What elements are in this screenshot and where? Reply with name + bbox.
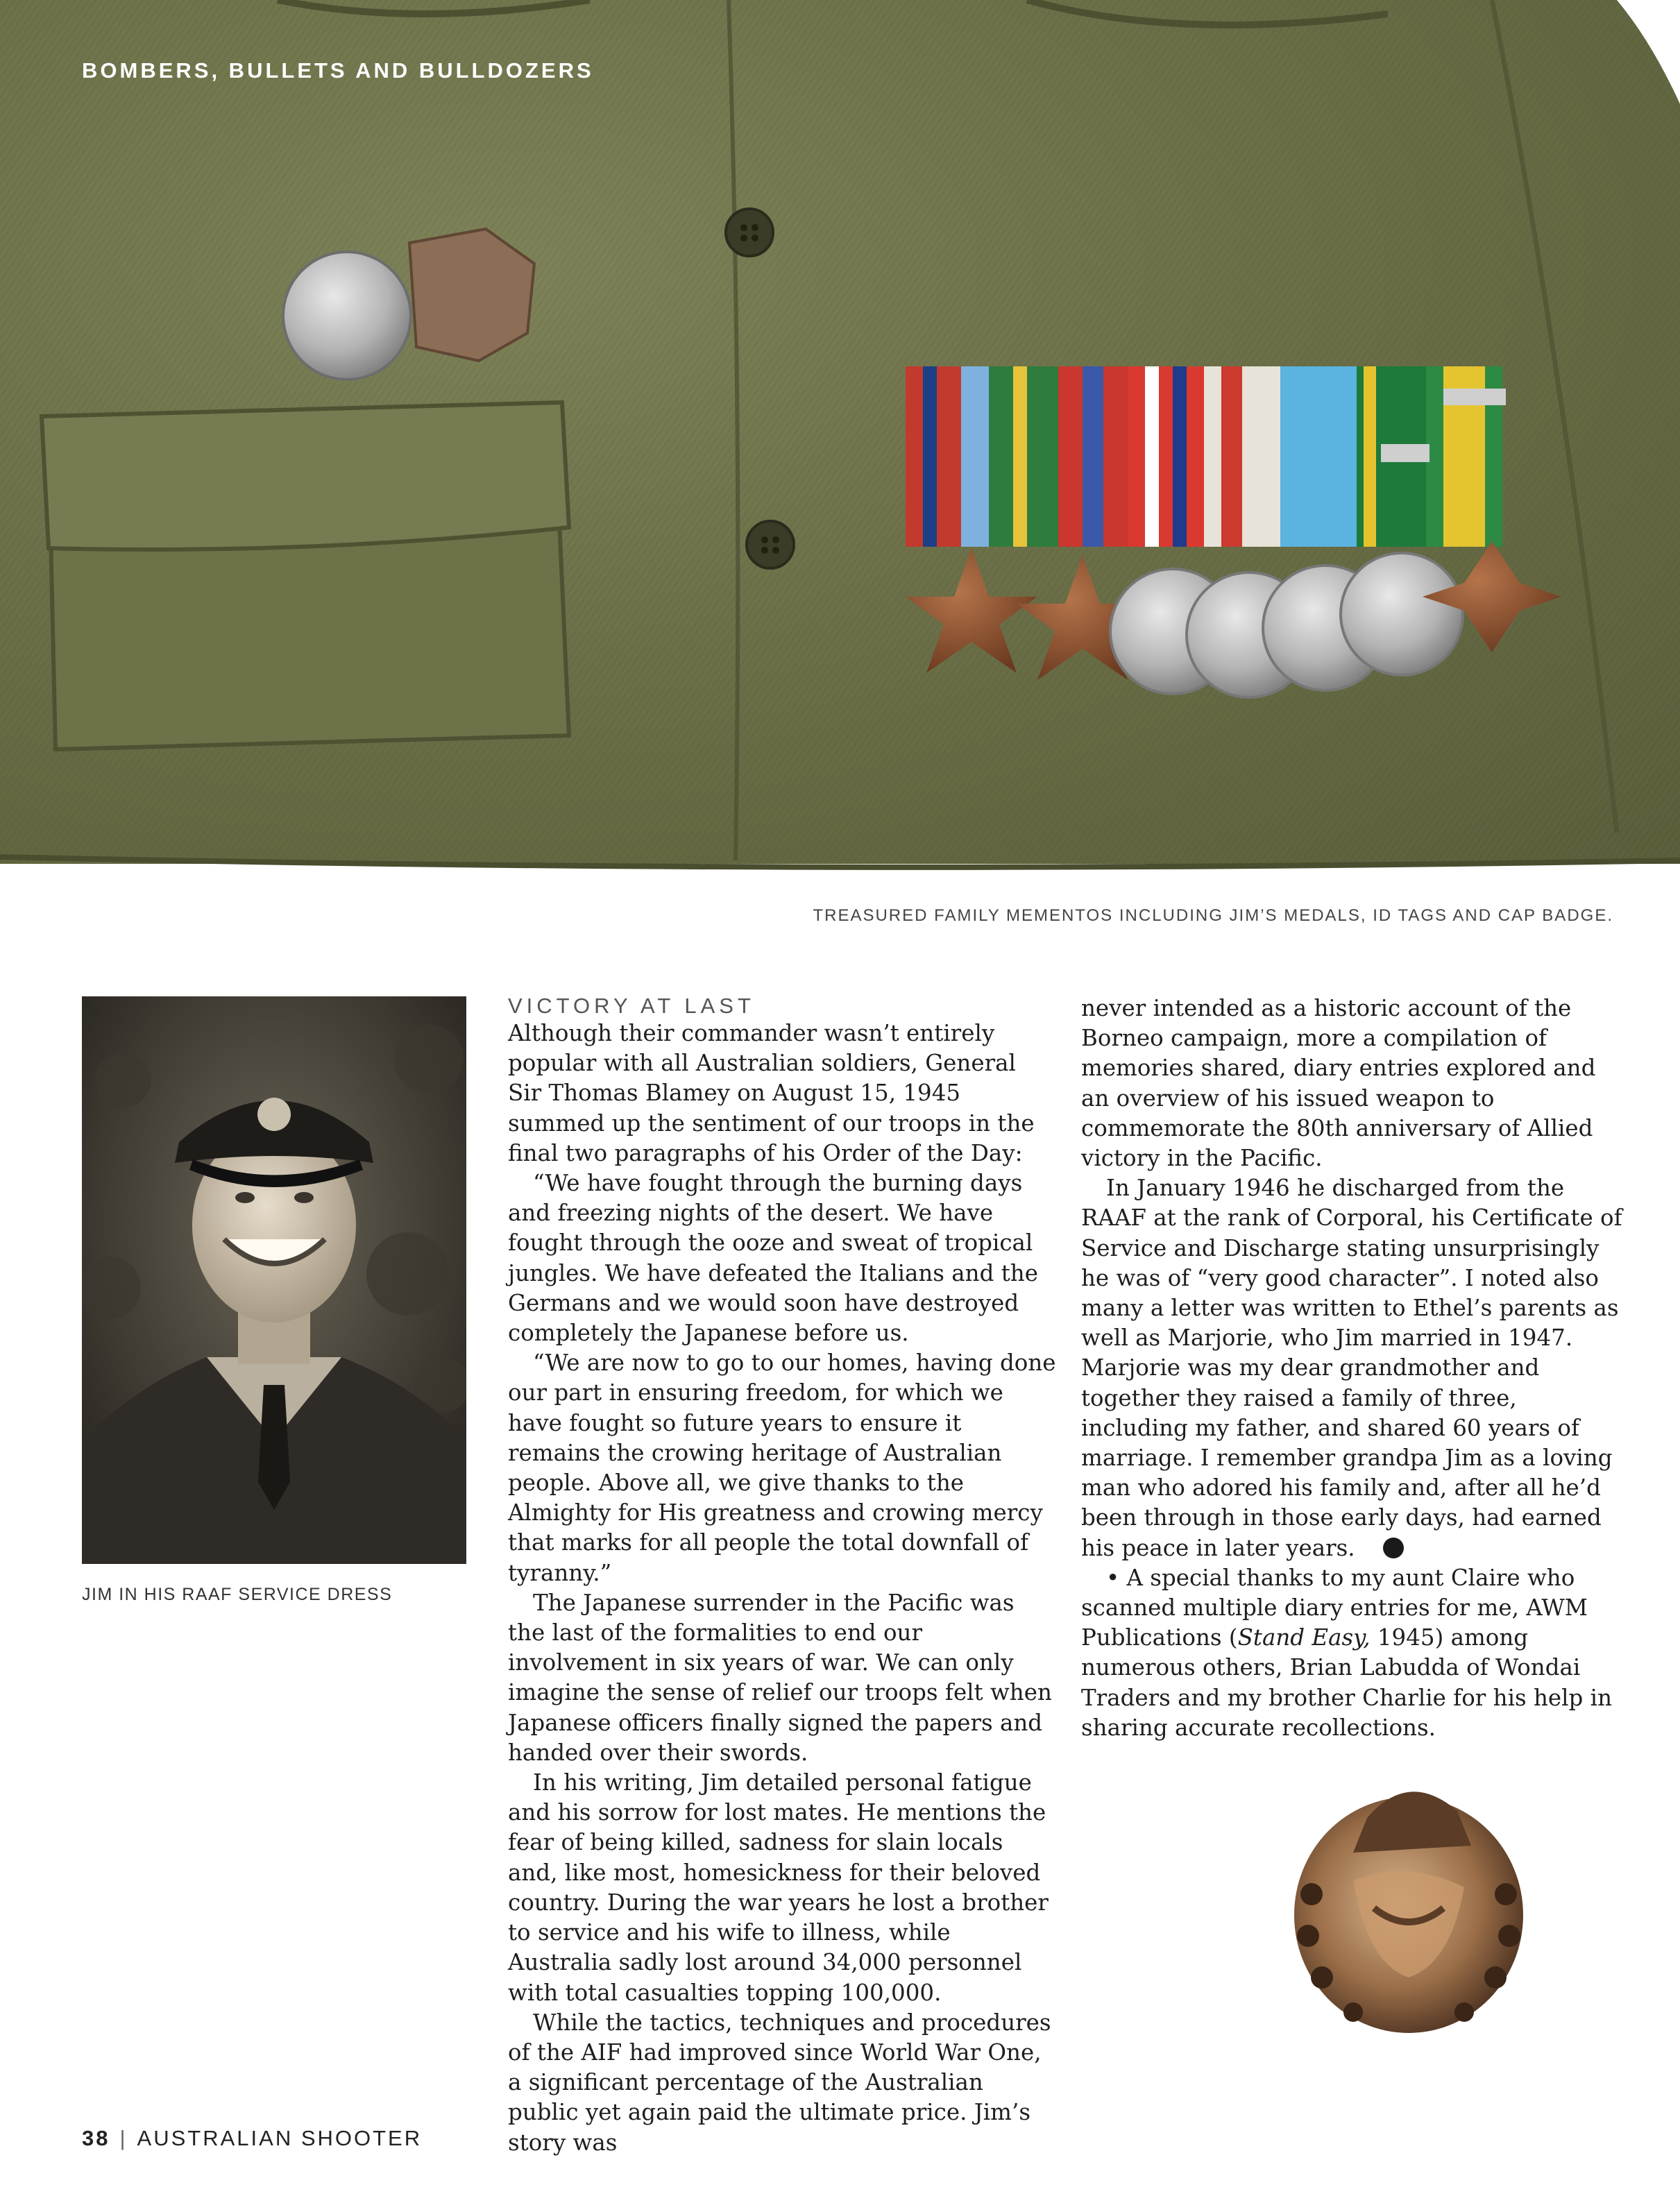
publication-title: Stand Easy, — [1237, 1624, 1371, 1651]
paragraph-text: In January 1946 he discharged from the RAAF at the rank of Corporal, his Certificate of Service and Discharge stating unsurprisingly he was of “very good character”. I noted also many a letter was written to Ethel’s parents as well as Marjorie, who Jim married in 1947. Marjorie was my dear grandmother and together they raised a family of three, including my father, and shared 60 years of marriage. I remember grandpa Jim as a loving man who adored his family and, after all he’d been through in those early days, had earned his peace in later years. — [1081, 1175, 1622, 1561]
paragraph: The Japanese surrender in the Pacific was the last of the formalities to end our involvement in six years of war. We can only imagine the sense of relief our troops felt when Japanese officers finally signed the papers and handed over their swords. — [508, 1589, 1052, 1766]
magazine-name: AUSTRALIAN SHOOTER — [137, 2126, 423, 2150]
portrait-caption: JIM IN HIS RAAF SERVICE DRESS — [82, 1585, 393, 1604]
shirt-medals-illustration — [0, 0, 1680, 890]
running-head: BOMBERS, BULLETS AND BULLDOZERS — [82, 58, 594, 83]
thanks-text: • A special thanks to my aunt Claire who scanned multiple diary entries for me, AWM Publications ( — [1081, 1564, 1588, 1651]
hero-photo — [0, 0, 1680, 890]
article-column-2 — [1081, 994, 1622, 1743]
article-column-1 — [508, 994, 1056, 2158]
thanks-text: 1945) among numerous others, Brian Labudda of Wondai Traders and my brother Charlie for his help in sharing accurate recollections. — [1081, 1624, 1613, 1741]
acknowledgements — [1081, 1563, 1622, 1743]
section-heading: VICTORY AT LAST — [508, 994, 755, 1018]
paragraph — [1081, 1173, 1622, 1563]
portrait-photo — [82, 996, 466, 1564]
page-number: 38 — [82, 2126, 110, 2150]
portrait-illustration — [82, 996, 466, 1564]
paragraph: Although their commander wasn’t entirely popular with all Australian soldiers, General Sir Thomas Blamey on August 15, 1945 summed up the sentiment of our troops in the final two paragraphs of his Order of the Day: — [508, 1020, 1035, 1166]
cap-badge-photo — [1270, 1755, 1561, 2047]
end-of-article-icon — [1383, 1538, 1404, 1558]
paragraph: While the tactics, techniques and procedures of the AIF had improved since World War One, a significant percentage of the Australian public yet again paid the ultimate price. Jim’s story was — [508, 2009, 1051, 2156]
paragraph: In his writing, Jim detailed personal fatigue and his sorrow for lost mates. He mentions the fear of being killed, sadness for slain locals and, like most, homesickness for their beloved country. During the war years he lost a brother to service and his wife to illness, while Australia sadly lost around 34,000 personnel with total casualties topping 100,000. — [508, 1769, 1049, 2006]
paragraph: never intended as a historic account of the Borneo campaign, more a compilation of memories shared, diary entries explored and an overview of his issued weapon to commemorate the 80th anniversary of Allied victory in the Pacific. — [1081, 995, 1596, 1172]
paragraph: “We are now to go to our homes, having done our part in ensuring freedom, for which we have fought so future years to ensure it remains the crowing heritage of Australian people. Above all, we give thanks to the Almighty for His greatness and crowing mercy that marks for all people the total downfall of tyranny.” — [508, 1350, 1056, 1586]
medal-ribbons — [906, 366, 1506, 547]
hero-caption: TREASURED FAMILY MEMENTOS INCLUDING JIM’S MEDALS, ID TAGS AND CAP BADGE. — [813, 906, 1613, 925]
footer-separator: | — [119, 2126, 128, 2150]
paragraph: “We have fought through the burning days and freezing nights of the desert. We have fought through the ooze and sweat of tropical jungles. We have defeated the Italians and the Germans and we would soon have destroyed completely the Japanese before us. — [508, 1170, 1038, 1347]
page-footer — [82, 2126, 422, 2151]
